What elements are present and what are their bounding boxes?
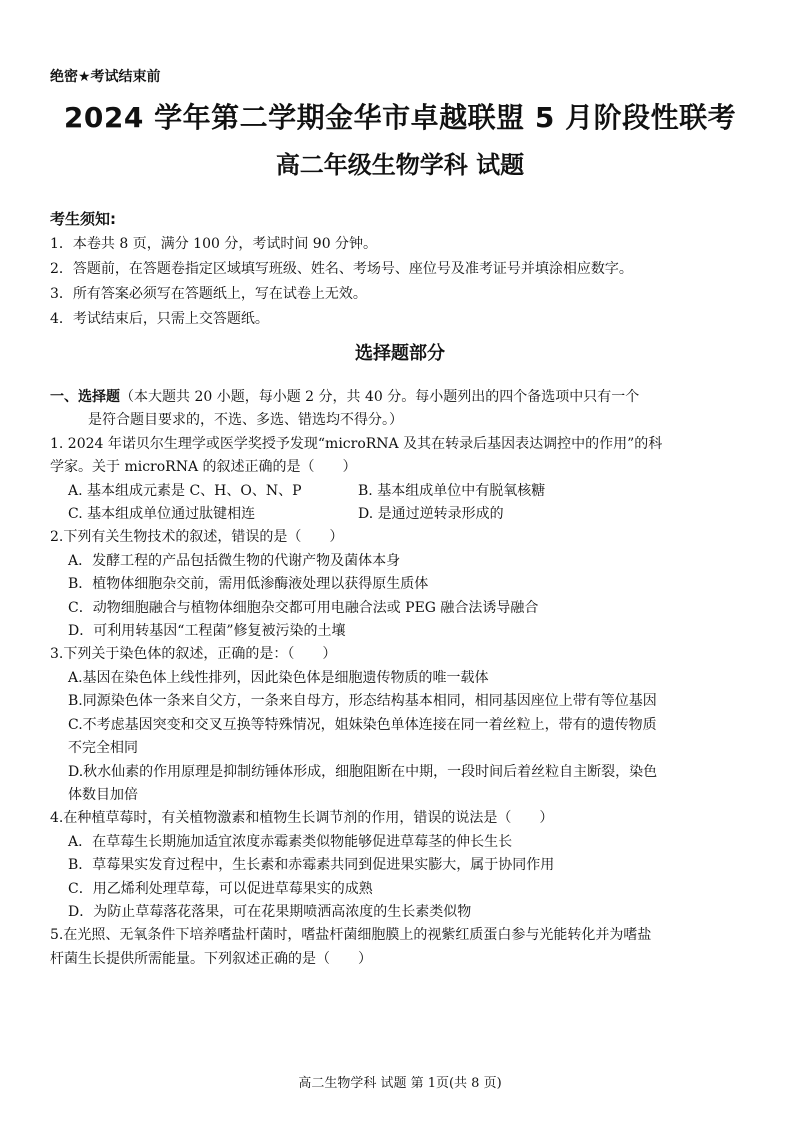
option-d-cont: 体数目加倍 [68, 786, 138, 803]
question-1-options-ab [50, 480, 755, 503]
option-b: B．植物体细胞杂交前，需用低渗酶液处理以获得原生质体 [68, 576, 429, 593]
question-2-stem: 2.下列有关生物技术的叙述，错误的是（ ） [50, 529, 344, 546]
option-c: C.不考虑基因突变和交叉互换等特殊情况，姐妹染色单体连接在同一着丝粒上，带有的遗传物质 [68, 716, 657, 733]
option-d: D．为防止草莓落花落果，可在花果期喷洒高浓度的生长素类似物 [68, 903, 472, 920]
question-3-stem: 3.下列关于染色体的叙述，正确的是：（ ） [50, 646, 337, 663]
exam-title: 2024 学年第二学期金华市卓越联盟 5 月阶段性联考 [63, 101, 737, 134]
section-desc: （本大题共 20 小题，每小题 2 分，共 40 分。每小题列出的四个备选项中只有一个 [120, 389, 640, 405]
option-b: B. 基本组成单位中有脱氧核糖 [358, 482, 546, 499]
option-c: C. 基本组成单位通过肽键相连 [68, 506, 256, 523]
option-b: B.同源染色体一条来自父方，一条来自母方，形态结构基本相同，相同基因座位上带有等位基因 [68, 693, 657, 710]
section-desc-cont: 是符合题目要求的，不选、多选、错选均不得分。） [88, 412, 403, 429]
option-b: B．草莓果实发育过程中，生长素和赤霉素共同到促进果实膨大，属于协同作用 [68, 857, 555, 874]
option-a: A.基因在染色体上线性排列，因此染色体是细胞遗传物质的唯一载体 [68, 669, 489, 686]
confidential-label: 绝密★考试结束前 [50, 69, 161, 85]
option-a: A．在草莓生长期施加适宜浓度赤霉素类似物能够促进草莓茎的伸长生长 [68, 833, 513, 850]
option-d: D. 是通过逆转录形成的 [358, 506, 504, 523]
option-c: C．用乙烯利处理草莓，可以促进草莓果实的成熟 [68, 880, 373, 897]
option-d: D.秋水仙素的作用原理是抑制纺锤体形成，细胞阻断在中期，一段时间后着丝粒自主断裂，染色 [68, 763, 658, 780]
section-label: 一、选择题 [50, 389, 120, 405]
notice-item: 4．考试结束后，只需上交答题纸。 [50, 311, 269, 327]
option-d: D．可利用转基因“工程菌”修复被污染的土壤 [68, 623, 346, 640]
section-intro [50, 386, 755, 409]
question-1-options-cd [50, 503, 755, 526]
notice-item: 1．本卷共 8 页，满分 100 分，考试时间 90 分钟。 [50, 236, 378, 252]
section-heading: 选择题部分 [355, 343, 445, 364]
question-1-stem-cont: 学家。关于 microRNA 的叙述正确的是（ ） [50, 459, 357, 476]
question-4-stem: 4.在种植草莓时，有关植物激素和植物生长调节剂的作用，错误的说法是（ ） [50, 810, 554, 827]
option-a: A．发酵工程的产品包括微生物的代谢产物及菌体本身 [68, 552, 401, 569]
notice-item: 3．所有答案必须写在答题纸上，写在试卷上无效。 [50, 286, 367, 302]
notice-list [50, 232, 750, 332]
notice-item: 2．答题前，在答题卷指定区域填写班级、姓名、考场号、座位号及准考证号并填涂相应数字。 [50, 261, 633, 277]
question-5-stem: 5.在光照、无氧条件下培养嗜盐杆菌时，嗜盐杆菌细胞膜上的视紫红质蛋白参与光能转化并为嗜盐 [50, 927, 652, 944]
option-c: C．动物细胞融合与植物体细胞杂交都可用电融合法或 PEG 融合法诱导融合 [68, 599, 539, 616]
question-1-stem: 1. 2024 年诺贝尔生理学或医学奖授予发现“microRNA 及其在转录后基因表达调控中的作用”的科 [50, 435, 663, 452]
option-c-cont: 不完全相同 [68, 740, 138, 757]
notice-heading: 考生须知: [50, 210, 116, 228]
questions-body [50, 386, 755, 971]
page-footer: 高二生物学科 试题 第 1页(共 8 页) [298, 1076, 502, 1091]
question-5-stem-cont: 杆菌生长提供所需能量。下列叙述正确的是（ ） [50, 950, 372, 967]
option-a: A. 基本组成元素是 C、H、O、N、P [68, 482, 302, 499]
exam-subtitle: 高二年级生物学科 试题 [275, 151, 525, 179]
